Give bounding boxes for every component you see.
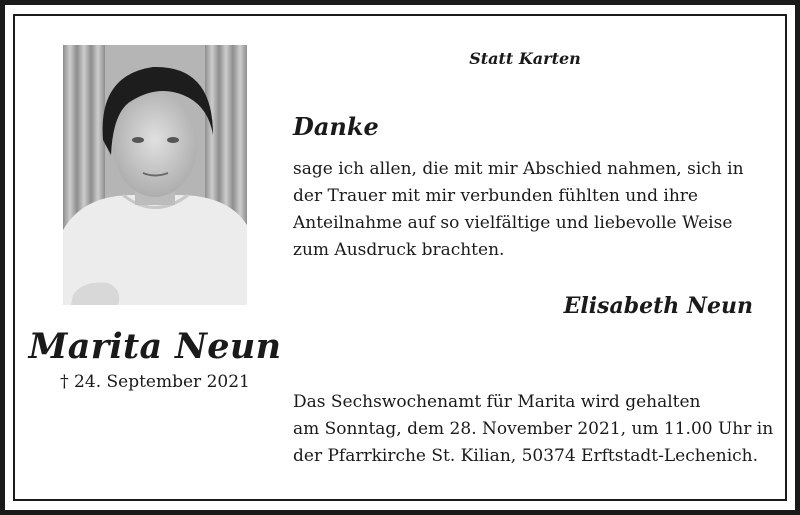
signer-name: Elisabeth Neun xyxy=(563,293,753,319)
message-line: Anteilnahme auf so vielfältige und liebevolle Weise xyxy=(293,213,733,233)
message-line: zum Ausdruck brachten. xyxy=(293,240,505,260)
death-date: † 24. September 2021 xyxy=(60,372,250,392)
header-statt-karten: Statt Karten xyxy=(469,49,581,68)
service-announcement xyxy=(293,389,774,470)
heading-danke: Danke xyxy=(293,112,379,141)
service-line: am Sonntag, dem 28. November 2021, um 11.00 Uhr in xyxy=(293,419,774,439)
message-line: der Trauer mit mir verbunden fühlten und ihre xyxy=(293,186,698,206)
service-line: der Pfarrkirche St. Kilian, 50374 Erftstadt-Lechenich. xyxy=(293,446,759,466)
portrait-photo xyxy=(63,45,247,305)
service-line: Das Sechswochenamt für Marita wird gehalten xyxy=(293,392,701,412)
deceased-name: Marita Neun xyxy=(28,326,282,367)
thank-you-message xyxy=(293,156,763,264)
message-line: sage ich allen, die mit mir Abschied nahmen, sich in xyxy=(293,159,744,179)
